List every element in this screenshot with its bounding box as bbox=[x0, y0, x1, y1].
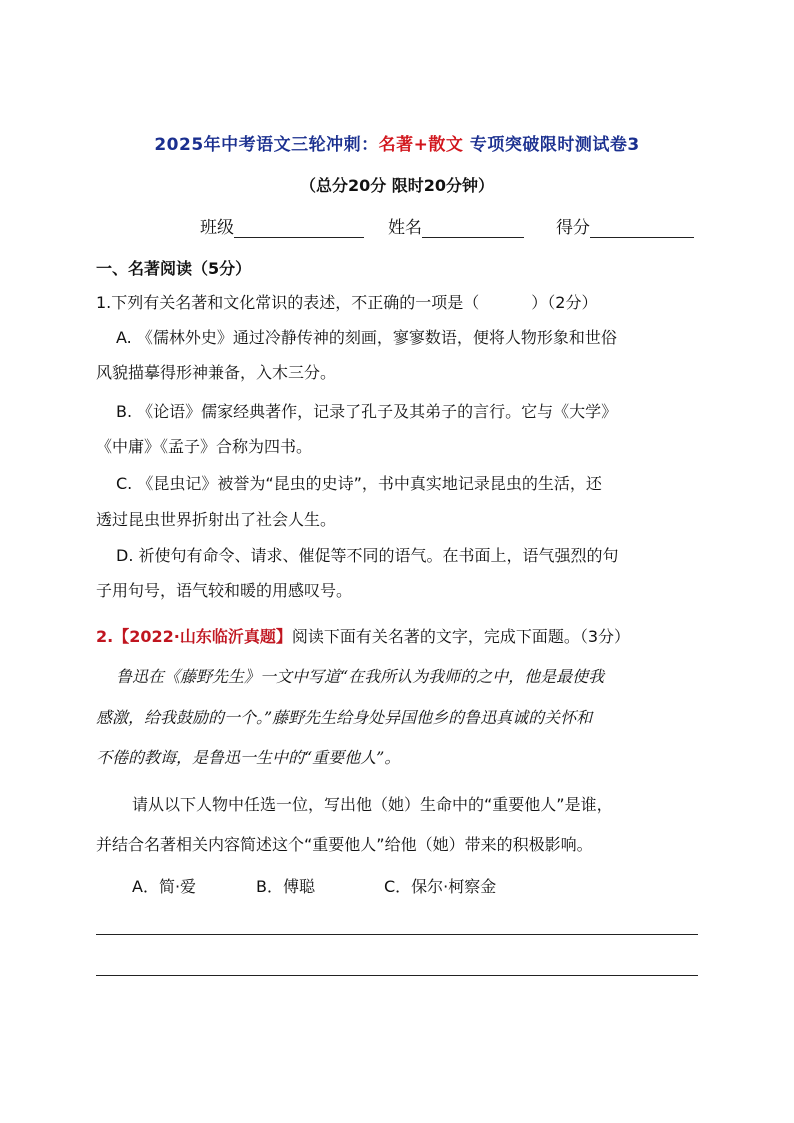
answer-line-1[interactable] bbox=[96, 934, 698, 935]
q2-passage-line3: 不倦的教诲，是鲁迅一生中的“重要他人”。 bbox=[96, 748, 401, 767]
name-field[interactable] bbox=[388, 213, 524, 238]
name-label: 姓名 bbox=[388, 218, 422, 238]
q2-passage-line2: 感激，给我鼓励的一个。”藤野先生给身处异国他乡的鲁迅真诚的关怀和 bbox=[96, 708, 593, 727]
section1-title: 一、名著阅读（5分） bbox=[96, 259, 252, 278]
q1-option-c-line1: C. 《昆虫记》被誉为“昆虫的史诗”，书中真实地记录昆虫的生活，还 bbox=[116, 474, 602, 493]
q1-option-d-line2: 子用句号，语气较和暖的用感叹号。 bbox=[96, 581, 353, 600]
q2-choice-a[interactable]: A．简·爱 bbox=[132, 877, 197, 896]
q1-stem-start: 1.下列有关名著和文化常识的表述，不正确的一项是（ bbox=[96, 293, 480, 312]
q2-choices bbox=[132, 874, 496, 897]
title-part2: 专项突破限时测试卷3 bbox=[463, 135, 640, 155]
q2-choice-c[interactable]: C．保尔·柯察金 bbox=[384, 877, 497, 896]
score-label: 得分 bbox=[556, 218, 590, 238]
q2-passage-line1: 鲁迅在《藤野先生》一文中写道“在我所认为我师的之中，他是最使我 bbox=[116, 667, 605, 686]
q1-stem bbox=[96, 290, 597, 313]
title-highlight: 名著+散文 bbox=[378, 135, 464, 155]
page-subtitle: （总分20分 限时20分钟） bbox=[299, 176, 495, 195]
q2-stem-text: 阅读下面有关名著的文字，完成下面题。（3分） bbox=[291, 627, 631, 646]
q2-stem bbox=[96, 624, 630, 647]
q2-choice-b[interactable]: B．傅聪 bbox=[256, 877, 315, 896]
q2-prompt-line1: 请从以下人物中任选一位，写出他（她）生命中的“重要他人”是谁， bbox=[132, 795, 613, 814]
score-field[interactable] bbox=[556, 213, 694, 238]
q1-option-a-line2: 风貌描摹得形神兼备，入木三分。 bbox=[96, 363, 337, 382]
answer-line-2[interactable] bbox=[96, 975, 698, 976]
q1-option-a-line1: A. 《儒林外史》通过冷静传神的刻画，寥寥数语，便将人物形象和世俗 bbox=[116, 328, 617, 347]
q1-option-d-line1: D. 祈使句有命令、请求、催促等不同的语气。在书面上，语气强烈的句 bbox=[116, 546, 619, 565]
page-title bbox=[0, 130, 794, 155]
q2-prompt-line2: 并结合名著相关内容简述这个“重要他人”给他（她）带来的积极影响。 bbox=[96, 835, 593, 854]
q1-option-c-line2: 透过昆虫世界折射出了社会人生。 bbox=[96, 510, 337, 529]
score-blank[interactable] bbox=[590, 219, 694, 238]
class-field[interactable] bbox=[200, 213, 364, 238]
class-blank[interactable] bbox=[234, 219, 364, 238]
q1-option-b-line1: B. 《论语》儒家经典著作，记录了孔子及其弟子的言行。它与《大学》 bbox=[116, 402, 618, 421]
q2-source-tag: 2.【2022·山东临沂真题】 bbox=[96, 627, 292, 646]
q1-option-b-line2: 《中庸》《孟子》合称为四书。 bbox=[96, 437, 313, 456]
name-blank[interactable] bbox=[422, 219, 524, 238]
class-label: 班级 bbox=[200, 218, 234, 238]
title-part1: 2025年中考语文三轮冲刺： bbox=[154, 135, 379, 155]
q1-stem-end: ）（2分） bbox=[531, 293, 598, 312]
